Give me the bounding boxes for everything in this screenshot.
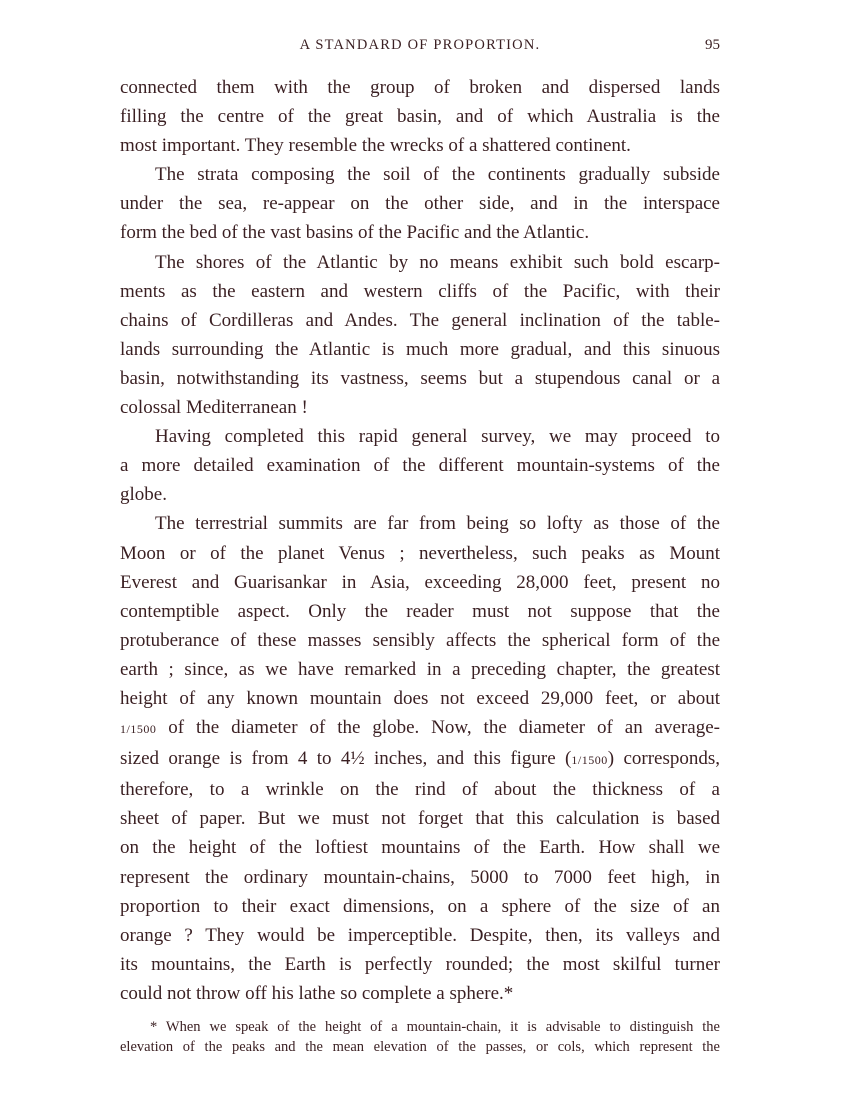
body-text [120, 73, 720, 1008]
text-line: represent the ordinary mountain-chains, 5000 to 7000 feet high, in [120, 866, 720, 888]
text-line: protuberance of these masses sensibly affects the spherical form of the [120, 629, 720, 651]
paragraph-4 [120, 422, 720, 509]
text-line: chains of Cordilleras and Andes. The general inclination of the table- [120, 309, 720, 331]
text-line: form the bed of the vast basins of the Pacific and the Atlantic. [120, 222, 590, 244]
text-line: contemptible aspect. Only the reader must not suppose that the [120, 600, 720, 622]
text-line-with-fraction [120, 744, 720, 775]
text-line: on the height of the loftiest mountains of the Earth. How shall we [120, 837, 720, 859]
text-line-with-fraction [120, 713, 720, 744]
text-line: under the sea, re-appear on the other side, and in the interspace [120, 193, 720, 215]
paragraph-3 [120, 248, 720, 423]
text-line: therefore, to a wrinkle on the rind of about the thickness of a [120, 779, 720, 801]
text-line: filling the centre of the great basin, and of which Australia is the [120, 106, 720, 128]
text-line: Moon or of the planet Venus ; nevertheless, such peaks as Mount [120, 542, 720, 564]
page-number: 95 [705, 37, 720, 53]
paragraph-5 [120, 509, 720, 1008]
text-line: basin, notwithstanding its vastness, seems but a stupendous canal or a [120, 367, 720, 389]
text-line: earth ; since, as we have remarked in a preceding chapter, the greatest [120, 658, 720, 680]
text-line: The strata composing the soil of the continents gradually subside [155, 164, 720, 186]
text-line: connected them with the group of broken and dispersed lands [120, 77, 720, 98]
text-line: could not throw off his lathe so complete a sphere.* [120, 982, 514, 1004]
text-line: colossal Mediterranean ! [120, 397, 308, 419]
text-segment: of the diameter of the globe. Now, the diameter of an average- [168, 717, 720, 739]
text-line: its mountains, the Earth is perfectly rounded; the most skilful turner [120, 953, 720, 975]
fraction: 1/1500 [571, 753, 608, 768]
running-head [120, 37, 720, 59]
text-line: Having completed this rapid general survey, we may proceed to [155, 426, 720, 448]
footnote-line: * When we speak of the height of a mountain-chain, it is advisable to distinguish the [150, 1019, 720, 1035]
paragraph-2 [120, 160, 720, 247]
text-line: proportion to their exact dimensions, on a sphere of the size of an [120, 895, 720, 917]
text-line: orange ? They would be imperceptible. Despite, then, its valleys and [120, 924, 720, 946]
text-line: ments as the eastern and western cliffs of the Pacific, with their [120, 280, 720, 302]
text-line: Everest and Guarisankar in Asia, exceeding 28,000 feet, present no [120, 571, 720, 593]
footnote [120, 1017, 720, 1057]
footnote-line: elevation of the peaks and the mean elevation of the passes, or cols, which represent the [120, 1039, 720, 1055]
paragraph-1 [120, 73, 720, 160]
text-line: a more detailed examination of the different mountain-systems of the [120, 455, 720, 477]
fraction: 1/1500 [120, 722, 157, 737]
text-line: The shores of the Atlantic by no means exhibit such bold escarp- [155, 251, 720, 273]
text-line: The terrestrial summits are far from being so lofty as those of the [155, 513, 720, 535]
text-line: height of any known mountain does not exceed 29,000 feet, or about [120, 687, 720, 709]
text-line: globe. [120, 484, 167, 506]
running-title: A STANDARD OF PROPORTION. [299, 37, 541, 53]
text-segment: ) corresponds, [607, 748, 720, 770]
text-line: most important. They resemble the wrecks of a shattered continent. [120, 135, 631, 157]
text-segment: sized orange is from 4 to 4½ inches, and this figure ( [120, 748, 572, 770]
text-line: lands surrounding the Atlantic is much more gradual, and this sinuous [120, 338, 720, 360]
text-line: sheet of paper. But we must not forget that this calculation is based [120, 808, 720, 830]
